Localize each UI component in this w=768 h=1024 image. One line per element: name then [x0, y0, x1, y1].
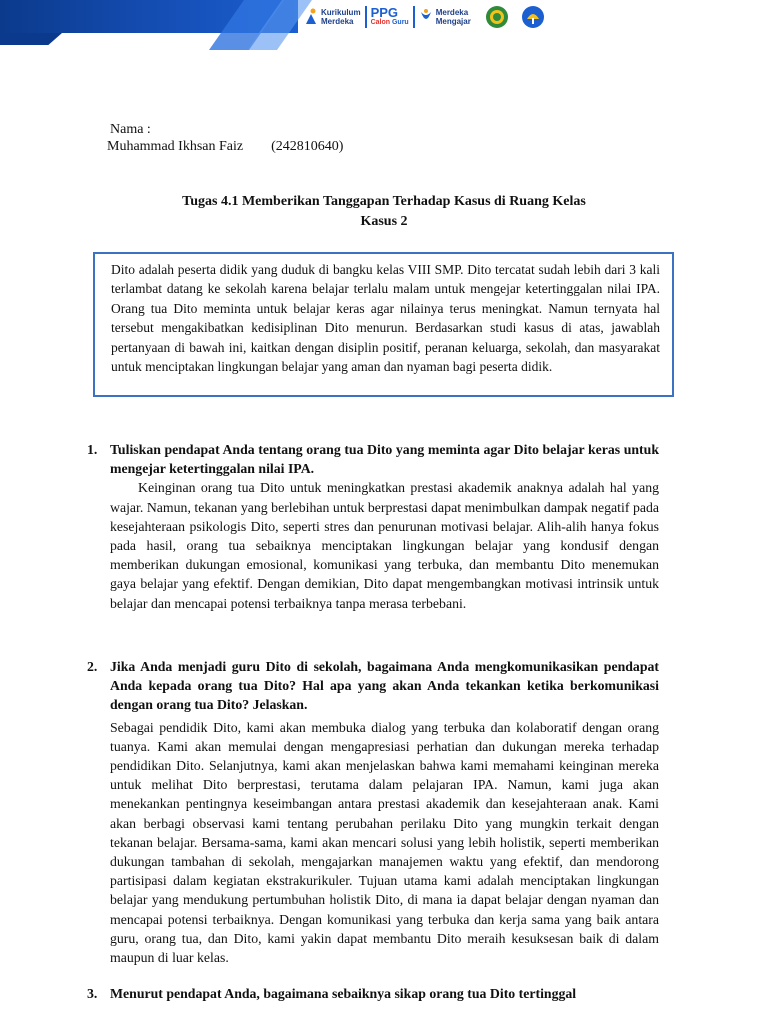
- question-text: Tuliskan pendapat Anda tentang orang tua Dito yang meminta agar Dito belajar keras untuk mengejar ketertinggalan nilai IPA.: [110, 442, 659, 477]
- banner-corner-accent: [0, 33, 62, 45]
- question-1: [87, 440, 659, 613]
- question-number: 1.: [87, 442, 98, 457]
- logo-divider: [365, 6, 367, 28]
- question-number: 3.: [87, 986, 98, 1001]
- case-description-box: [93, 252, 674, 397]
- question-text: Jika Anda menjadi guru Dito di sekolah, bagaimana Anda mengkomunikasikan pendapat Anda kepada orang tua Dito? Hal apa yang akan Anda tekankan ketika berkomunikasi dengan orang tua Dito? Jelaskan.: [110, 659, 659, 713]
- answer-text: Keinginan orang tua Dito untuk meningkatkan prestasi akademik anaknya adalah hal yang wajar. Namun, tekanan yang berlebihan untuk berprestasi dapat menimbulkan dampak negatif pada kesejahteraan psikologis Dito, seperti stres dan penurunan motivasi belajar. Alih-alih hanya fokus pada hasil, orang tua sebaiknya menciptakan lingkungan belajar yang kondusif dengan memberikan dukungan emosional, komunikasi yang terbuka, dan membantu Dito menemukan gaya belajar yang efektif. Dengan demikian, Dito dapat mengembangkan motivasi intrinsik untuk belajar dan mencapai potensi terbaiknya tanpa merasa terbebani.: [110, 480, 659, 611]
- calon-guru-text: [371, 19, 409, 27]
- student-name: Muhammad Ikhsan Faiz (242810640): [107, 139, 344, 154]
- logo-text-line1: Kurikulum: [321, 7, 361, 17]
- guru-text: Guru: [391, 18, 409, 26]
- logo-text-line2: Mengajar: [435, 16, 471, 26]
- ppg-text: PPG: [370, 4, 399, 20]
- question-2: [87, 657, 659, 967]
- calon-text: Calon: [370, 18, 391, 26]
- ppg-calon-guru-logo: [370, 4, 409, 27]
- logo-divider: [413, 6, 415, 28]
- question-number: 2.: [87, 659, 98, 674]
- kurikulum-merdeka-logo: [304, 8, 361, 26]
- document-title-block: [0, 192, 768, 232]
- partner-logos: [298, 0, 768, 33]
- logo-text-line2: Merdeka: [321, 16, 354, 26]
- green-seal-icon: [485, 5, 509, 29]
- document-subtitle: Kasus 2: [360, 214, 408, 229]
- merdeka-mengajar-icon: [419, 8, 433, 26]
- question-text: Menurut pendapat Anda, bagaimana sebaiknya sikap orang tua Dito tertinggal: [110, 986, 577, 1001]
- question-3: [87, 984, 659, 1003]
- merdeka-mengajar-logo: [419, 8, 471, 26]
- tut-wuri-handayani-icon: [521, 5, 545, 29]
- name-label: Nama :: [110, 122, 151, 137]
- header-banner: [0, 0, 768, 60]
- kurikulum-merdeka-icon: [304, 8, 318, 26]
- logo-text-line1: Merdeka: [435, 7, 469, 17]
- document-title: Tugas 4.1 Memberikan Tanggapan Terhadap Kasus di Ruang Kelas: [182, 194, 586, 209]
- case-text: Dito adalah peserta didik yang duduk di bangku kelas VIII SMP. Dito tercatat sudah lebih dari 3 kali terlambat datang ke sekolah karena belajar terlalu malam untuk mengejar ketertinggalan nilai IPA. Orang tua Dito meminta untuk belajar keras agar nilainya terus meningkat. Namun ternyata hal tersebut mengakibatkan kedisiplinan Dito menurun. Berdasarkan studi kasus di atas, jawablah pertanyaan di bawah ini, kaitkan dengan disiplin positif, peranan keluarga, sekolah, dan masyarakat untuk menciptakan lingkungan belajar yang aman dan nyaman bagi peserta didik.: [111, 262, 660, 375]
- answer-text: Sebagai pendidik Dito, kami akan membuka dialog yang terbuka dan kolaboratif dengan orang tuanya. Kami akan memulai dengan mengapresiasi perhatian dan dukungan mereka terhadap pendidikan Dito. Selanjutnya, kami akan menjelaskan bahwa kami memahami keinginan mereka untuk melihat Dito berprestasi, terutama dalam pelajaran IPA. Namun, kami juga akan menekankan pentingnya keseimbangan antara prestasi akademik dan kesejahteraan anak. Kami akan berbagi observasi kami tentang perubahan perilaku Dito yang mungkin terkait dengan tekanan belajar. Bersama-sama, kami akan mencari solusi yang lebih holistik, seperti memberikan dukungan tambahan di sekolah, mengajarkan manajemen waktu yang efektif, dan mendorong partisipasi dalam kegiatan ekstrakurikuler. Tujuan utama kami adalah menciptakan lingkungan belajar yang mendukung pertumbuhan holistik Dito, di mana ia dapat belajar dengan nyaman dan mencapai potensi terbaiknya. Dengan komunikasi yang terbuka dan kerja sama yang baik antara guru, orang tua, dan Dito, kami yakin dapat membantu Dito meraih kesuksesan baik di dalam maupun di luar kelas.: [110, 719, 659, 966]
